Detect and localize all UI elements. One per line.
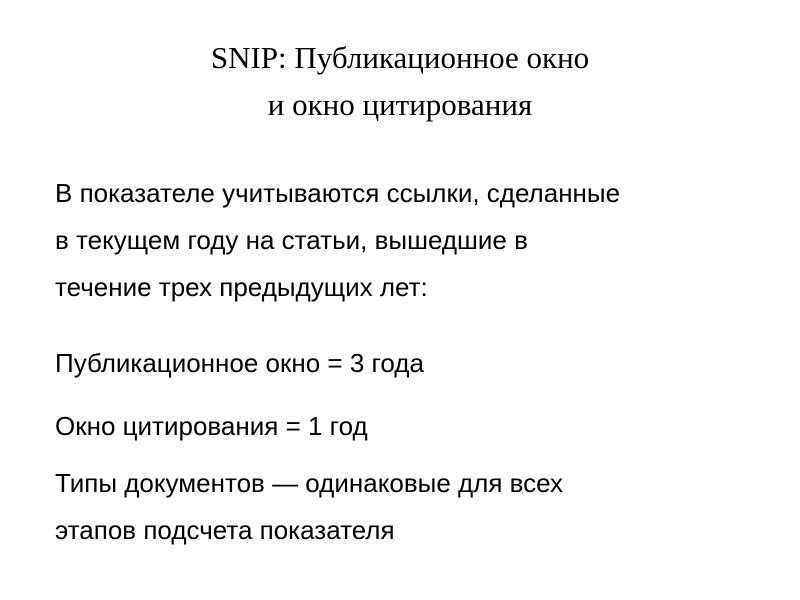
title-line-1: SNIP: Публикационное окно <box>210 40 590 75</box>
document-types-line-2: этапов подсчета показателя <box>55 515 395 545</box>
intro-paragraph <box>55 170 775 311</box>
document-types-paragraph <box>55 460 775 554</box>
publication-window-line: Публикационное окно = 3 года <box>55 348 424 378</box>
title-line-2: и окно цитирования <box>267 87 533 122</box>
intro-line-1: В показателе учитываются ссылки, сделанные <box>55 178 621 208</box>
intro-line-2: в текущем году на статьи, вышедшие в <box>55 225 528 255</box>
publication-window-text <box>55 340 775 387</box>
citation-window-text <box>55 403 775 450</box>
intro-line-3: течение трех предыдущих лет: <box>55 272 428 302</box>
citation-window-line: Окно цитирования = 1 год <box>55 411 368 441</box>
slide-title <box>0 34 800 128</box>
document-types-line-1: Типы документов — одинаковые для всех <box>55 468 564 498</box>
